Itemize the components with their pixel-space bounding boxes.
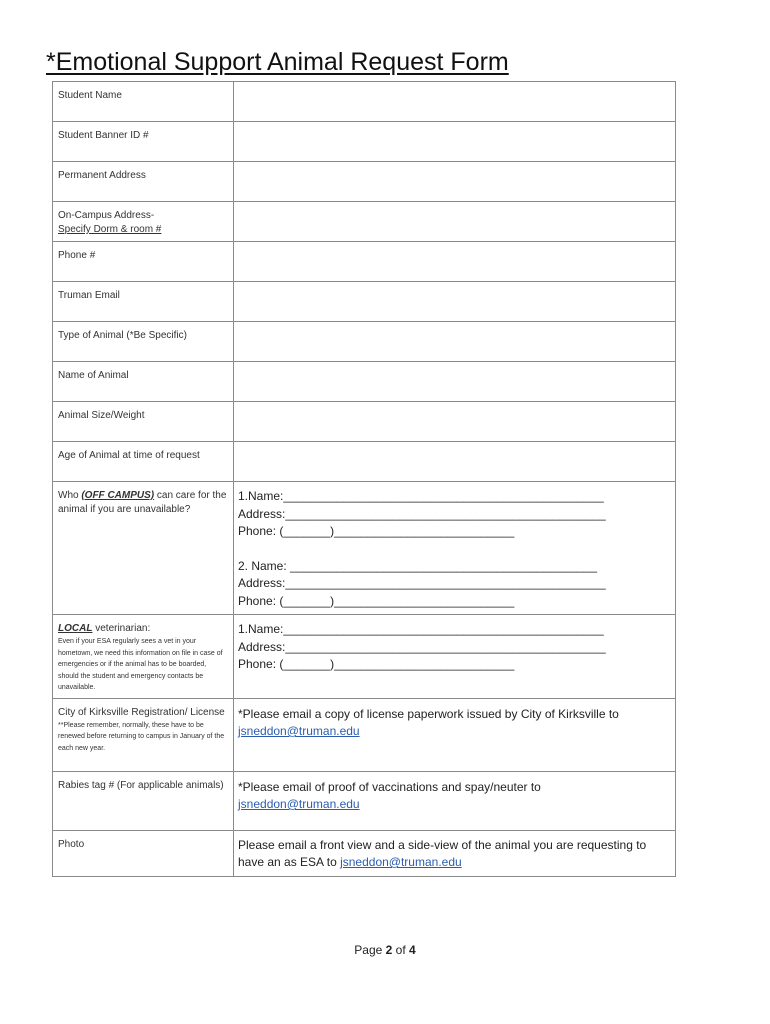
registration-label: City of Kirksville Registration/ License <box>58 706 225 718</box>
table-row <box>53 122 676 162</box>
animal-name-field[interactable] <box>234 362 676 402</box>
photo-field <box>234 830 676 876</box>
vet-label-post: veterinarian: <box>92 623 151 634</box>
rabies-tag-field <box>234 771 676 830</box>
offcampus-label-post: can care for the animal if you are unavailable? <box>58 490 227 515</box>
on-campus-label-line2: Specify Dorm & room # <box>58 224 162 235</box>
table-row <box>53 362 676 402</box>
field-label-banner-id: Student Banner ID # <box>53 122 234 162</box>
table-row <box>53 402 676 442</box>
table-row <box>53 282 676 322</box>
registration-instructions: *Please email a copy of license paperwork issued by City of Kirksville to <box>238 706 619 721</box>
caregiver1-name-line[interactable]: 1.Name:________________________________________________ <box>238 489 604 503</box>
on-campus-label-line1: On-Campus Address- <box>58 210 155 221</box>
field-label-animal-type: Type of Animal (*Be Specific) <box>53 322 234 362</box>
phone-field[interactable] <box>234 242 676 282</box>
page-title: *Emotional Support Animal Request Form <box>46 48 509 76</box>
table-row <box>53 162 676 202</box>
total-pages: 4 <box>409 943 416 957</box>
field-label-rabies-tag: Rabies tag # (For applicable animals) <box>53 771 234 830</box>
animal-age-field[interactable] <box>234 442 676 482</box>
field-label-phone: Phone # <box>53 242 234 282</box>
request-form-table <box>52 81 676 877</box>
vet-name-line[interactable]: 1.Name:________________________________________________ <box>238 622 604 636</box>
table-row <box>53 830 676 876</box>
truman-email-field[interactable] <box>234 282 676 322</box>
table-row <box>53 482 676 615</box>
offcampus-label-pre: Who <box>58 490 82 501</box>
page-word: Page <box>354 943 383 957</box>
field-label-student-name: Student Name <box>53 82 234 122</box>
animal-size-field[interactable] <box>234 402 676 442</box>
banner-id-field[interactable] <box>234 122 676 162</box>
table-row <box>53 615 676 699</box>
permanent-address-field[interactable] <box>234 162 676 202</box>
vet-address-line[interactable]: Address:________________________________________________ <box>238 639 606 654</box>
table-row <box>53 322 676 362</box>
caregiver1-address-line[interactable]: Address:________________________________________________ <box>238 506 606 521</box>
field-label-animal-size: Animal Size/Weight <box>53 402 234 442</box>
field-label-city-registration <box>53 698 234 771</box>
field-label-off-campus-caregiver <box>53 482 234 615</box>
table-row <box>53 771 676 830</box>
field-label-local-vet <box>53 615 234 699</box>
caregiver2-phone-line[interactable]: Phone: (_______)___________________________ <box>238 593 515 608</box>
offcampus-label-emphasis: (OFF CAMPUS) <box>81 490 155 501</box>
field-label-on-campus-address <box>53 202 234 242</box>
field-label-animal-name: Name of Animal <box>53 362 234 402</box>
current-page: 2 <box>385 943 393 957</box>
caregiver2-name-line[interactable]: 2. Name: ______________________________________________ <box>238 558 598 573</box>
student-name-field[interactable] <box>234 82 676 122</box>
vet-phone-line[interactable]: Phone: (_______)___________________________ <box>238 657 515 671</box>
of-word: of <box>395 943 406 957</box>
local-vet-field[interactable] <box>234 615 676 699</box>
vet-label-emphasis: LOCAL <box>58 623 93 634</box>
animal-type-field[interactable] <box>234 322 676 362</box>
table-row <box>53 82 676 122</box>
field-label-animal-age: Age of Animal at time of request <box>53 442 234 482</box>
table-row <box>53 442 676 482</box>
field-label-truman-email: Truman Email <box>53 282 234 322</box>
table-row <box>53 698 676 771</box>
off-campus-caregiver-field[interactable] <box>234 482 676 615</box>
registration-note: **Please remember, normally, these have to be renewed before returning to campus in January of the each new year. <box>58 721 225 752</box>
table-row <box>53 242 676 282</box>
on-campus-address-field[interactable] <box>234 202 676 242</box>
registration-email-link[interactable]: jsneddon@truman.edu <box>238 724 360 738</box>
caregiver2-address-line[interactable]: Address:________________________________________________ <box>238 576 606 590</box>
field-label-photo: Photo <box>53 830 234 876</box>
page-number <box>0 943 770 957</box>
caregiver1-phone-line[interactable]: Phone: (_______)___________________________ <box>238 524 515 538</box>
city-registration-field <box>234 698 676 771</box>
rabies-email-link[interactable]: jsneddon@truman.edu <box>238 797 360 811</box>
field-label-permanent-address: Permanent Address <box>53 162 234 202</box>
photo-instructions: Please email a front view and a side-view of the animal you are requesting to have an as ESA to <box>238 837 647 869</box>
photo-email-link[interactable]: jsneddon@truman.edu <box>340 855 462 869</box>
rabies-instructions: *Please email of proof of vaccinations and spay/neuter to <box>238 779 541 794</box>
vet-note: Even if your ESA regularly sees a vet in your hometown, we need this information on file in case of emergencies or if the animal has to be boarded, should the student and emergency contacts be unavailable. <box>58 638 223 691</box>
table-row <box>53 202 676 242</box>
